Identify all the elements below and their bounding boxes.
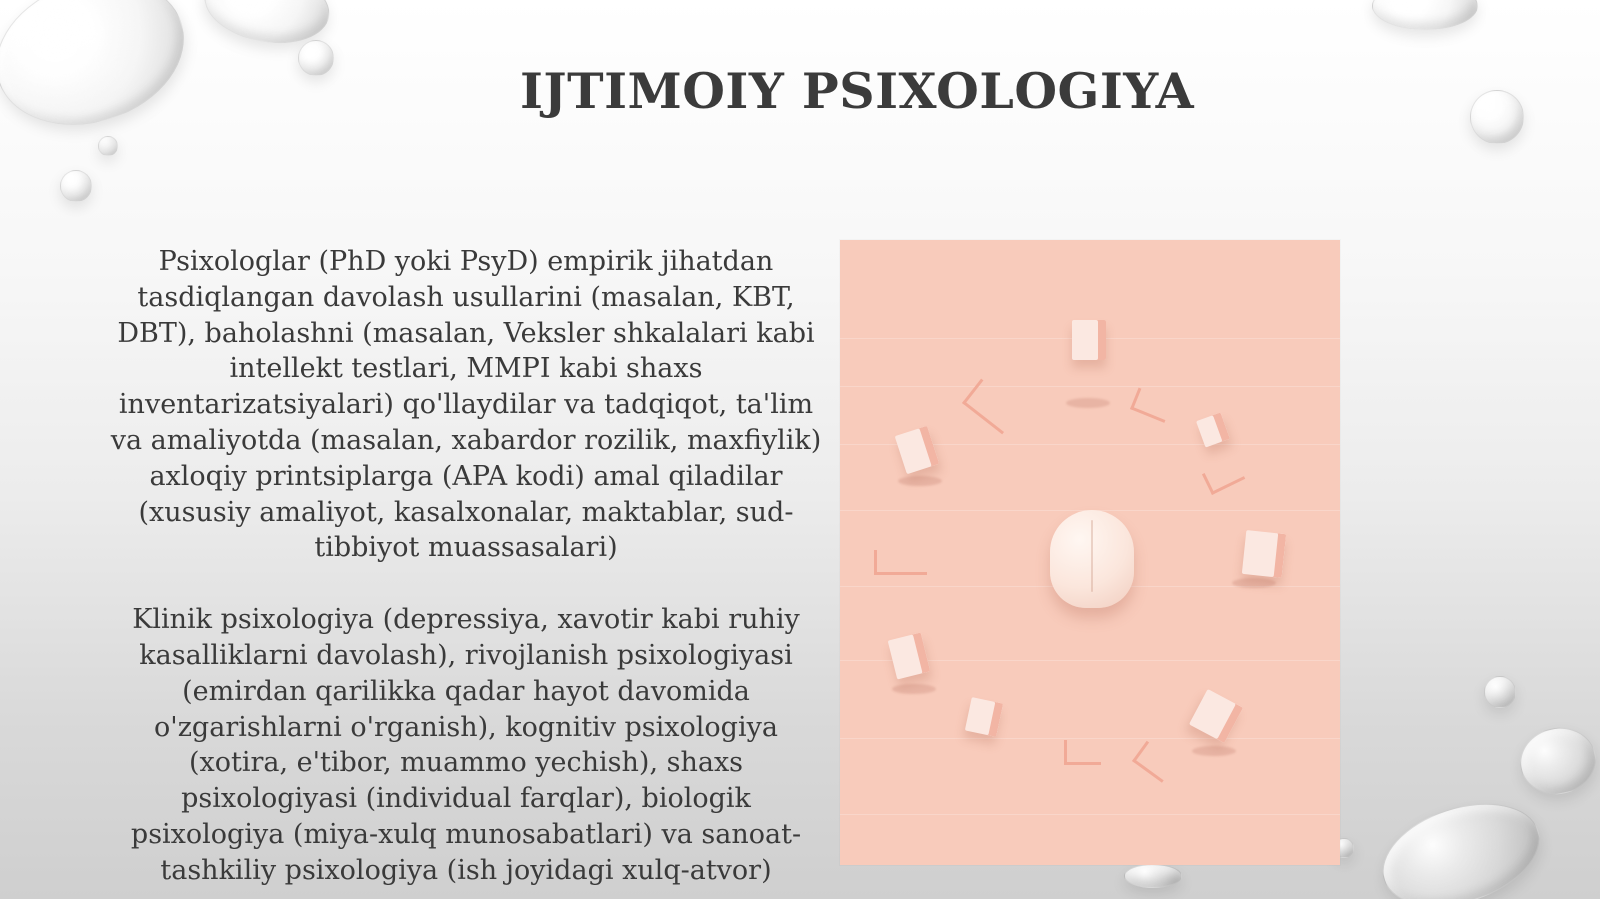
water-drop-decoration <box>0 0 203 148</box>
water-drop-decoration <box>1484 676 1516 708</box>
water-drop-decoration <box>1124 864 1182 888</box>
water-drop-decoration <box>1372 0 1478 30</box>
book-shadow <box>892 684 936 694</box>
book-stack-illustration <box>895 426 940 475</box>
open-book-illustration <box>1130 388 1173 423</box>
slide-paragraph-1: Psixologlar (PhD yoki PsyD) empirik jihatdan tasdiqlangan davolash usullarini (masalan, KBT, DBT), baholashni (masalan, Veksler shkalalari kabi intellekt testlari, MMPI kabi shaxs inventarizatsiyalari) qo'llaydilar va tadqiqot, ta'lim va amaliyotda (masalan, xabardor rozilik, maxfiylik) axloqiy printsiplarga (APA kodi) amal qiladilar (xususiy amaliyot, kasalxonalar, maktablar, sud-tibbiyot muassasalari) <box>110 246 822 564</box>
book-stack-illustration <box>888 632 931 679</box>
open-book-illustration <box>1064 740 1101 765</box>
water-drop-decoration <box>98 136 118 156</box>
book-shadow <box>1192 746 1236 756</box>
book-shadow <box>898 476 942 486</box>
water-drop-decoration <box>1369 785 1552 899</box>
water-drop-decoration <box>1470 90 1524 144</box>
book-stack-illustration <box>1189 689 1243 743</box>
illustration-image <box>840 240 1340 865</box>
slide-text-column <box>108 244 824 889</box>
book-stack-illustration <box>965 697 1003 737</box>
water-drop-decoration <box>298 40 334 76</box>
book-shadow <box>1232 578 1276 588</box>
water-drop-decoration <box>60 170 92 202</box>
book-stack-illustration <box>1072 320 1106 360</box>
image-texture-line <box>840 814 1340 815</box>
book-stack-illustration <box>1196 412 1230 447</box>
open-book-illustration <box>1132 741 1177 783</box>
slide-paragraph-2: Klinik psixologiya (depressiya, xavotir kabi ruhiy kasalliklarni davolash), rivojlanish psixologiyasi (emirdan qarilikka qadar hayot davomida o'zgarishlarni o'rganish), kognitiv psixologiya (xotira, e'tibor, muammo yechish), shaxs psixologiyasi (individual farqlar), biologik psixologiya (miya-xulq munosabatlari) va sanoat-tashkiliy psixologiya (ish joyidagi xulq-atvor) <box>130 604 802 886</box>
brain-illustration <box>1050 510 1134 608</box>
book-stack-illustration <box>1242 530 1286 578</box>
image-texture-line <box>840 386 1340 387</box>
open-book-illustration <box>1202 458 1245 495</box>
image-texture-line <box>840 738 1340 739</box>
water-drop-decoration <box>1514 721 1600 801</box>
slide-title: IJTIMOIY PSIXOLOGIYA <box>520 62 1195 120</box>
open-book-illustration <box>874 550 927 575</box>
book-shadow <box>1066 398 1110 408</box>
